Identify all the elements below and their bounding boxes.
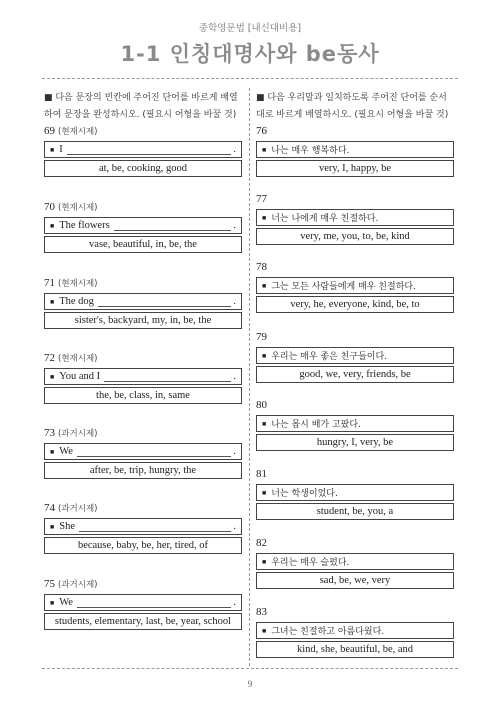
answer-blank[interactable] bbox=[67, 145, 232, 155]
word-bank: at, be, cooking, good bbox=[44, 160, 242, 177]
question-78 bbox=[256, 260, 454, 313]
tense-label: (현재시제) bbox=[58, 354, 98, 364]
answer-sentence[interactable]: ■ We . bbox=[44, 443, 242, 460]
korean-prompt bbox=[256, 553, 454, 570]
question-number: 80 bbox=[256, 399, 267, 411]
question-number: 82 bbox=[256, 537, 267, 549]
answer-blank[interactable] bbox=[114, 221, 232, 231]
square-bullet-icon: ■ bbox=[262, 557, 267, 566]
answer-sentence[interactable]: ■ She . bbox=[44, 518, 242, 535]
korean-prompt bbox=[256, 622, 454, 639]
square-bullet-icon: ■ bbox=[50, 598, 55, 607]
answer-blank[interactable] bbox=[104, 372, 231, 382]
question-71 bbox=[44, 276, 242, 329]
word-bank: the, be, class, in, same bbox=[44, 387, 242, 404]
word-bank: because, baby, be, her, tired, of bbox=[44, 537, 242, 554]
question-number: 83 bbox=[256, 606, 267, 618]
korean-sentence: 나는 매우 행복하다. bbox=[271, 146, 350, 156]
question-69 bbox=[44, 124, 242, 177]
square-bullet-icon: ■ bbox=[262, 351, 267, 360]
korean-sentence: 그녀는 친절하고 아름다웠다. bbox=[271, 627, 385, 637]
question-number: 73 bbox=[44, 427, 55, 439]
korean-prompt bbox=[256, 484, 454, 501]
answer-sentence[interactable]: ■ I . bbox=[44, 141, 242, 158]
korean-prompt bbox=[256, 415, 454, 432]
square-bullet-icon: ■ bbox=[50, 522, 55, 531]
answer-blank[interactable] bbox=[98, 297, 231, 307]
word-bank: sister's, backyard, my, in, be, the bbox=[44, 312, 242, 329]
question-77 bbox=[256, 192, 454, 245]
square-bullet-icon: ■ bbox=[262, 145, 267, 154]
question-76 bbox=[256, 124, 454, 177]
korean-sentence: 그는 모든 사람들에게 매우 친절하다. bbox=[271, 282, 416, 292]
tense-label: (과거시제) bbox=[58, 429, 98, 439]
sentence-lead: The dog bbox=[59, 296, 94, 307]
korean-sentence: 나는 몹시 배가 고팠다. bbox=[271, 420, 361, 430]
square-bullet-icon: ■ bbox=[50, 447, 55, 456]
question-number: 75 bbox=[44, 578, 55, 590]
word-bank: vase, beautiful, in, be, the bbox=[44, 236, 242, 253]
korean-prompt bbox=[256, 277, 454, 294]
question-number: 70 bbox=[44, 201, 55, 213]
book-subtitle: 중학영문법 [내신대비용] bbox=[198, 23, 302, 34]
left-instruction: ■ 다음 문장의 빈칸에 주어진 단어를 바르게 배열하여 문장을 완성하시오. (필요시 어형을 바꿀 것) bbox=[44, 93, 238, 120]
word-bank: hungry, I, very, be bbox=[256, 434, 454, 451]
question-80 bbox=[256, 398, 454, 451]
question-82 bbox=[256, 536, 454, 589]
right-column bbox=[256, 90, 454, 670]
answer-sentence[interactable]: ■ The dog . bbox=[44, 293, 242, 310]
column-divider bbox=[249, 88, 250, 666]
square-bullet-icon: ■ bbox=[262, 213, 267, 222]
question-number: 79 bbox=[256, 331, 267, 343]
question-number: 71 bbox=[44, 277, 55, 289]
answer-blank[interactable] bbox=[77, 598, 231, 608]
tense-label: (과거시제) bbox=[58, 580, 98, 590]
tense-label: (현재시제) bbox=[58, 127, 98, 137]
korean-sentence: 너는 학생이었다. bbox=[271, 489, 338, 499]
square-bullet-icon: ■ bbox=[50, 221, 55, 230]
square-bullet-icon: ■ bbox=[262, 419, 267, 428]
question-83 bbox=[256, 605, 454, 658]
question-number: 69 bbox=[44, 125, 55, 137]
question-70 bbox=[44, 200, 242, 253]
word-bank: kind, she, beautiful, be, and bbox=[256, 641, 454, 658]
square-bullet-icon: ■ bbox=[262, 488, 267, 497]
square-bullet-icon: ■ bbox=[50, 372, 55, 381]
square-bullet-icon: ■ bbox=[50, 297, 55, 306]
korean-sentence: 우리는 매우 좋은 친구들이다. bbox=[271, 352, 388, 362]
word-bank: after, be, trip, hungry, the bbox=[44, 462, 242, 479]
tense-label: (과거시제) bbox=[58, 504, 98, 514]
question-number: 74 bbox=[44, 502, 55, 514]
page-number: 9 bbox=[247, 679, 253, 689]
question-number: 77 bbox=[256, 193, 267, 205]
sentence-lead: We bbox=[59, 446, 73, 457]
answer-sentence[interactable]: ■ The flowers . bbox=[44, 217, 242, 234]
korean-sentence: 우리는 매우 슬펐다. bbox=[271, 558, 350, 568]
word-bank: sad, be, we, very bbox=[256, 572, 454, 589]
answer-sentence[interactable]: ■ We . bbox=[44, 594, 242, 611]
korean-sentence: 너는 나에게 매우 친절하다. bbox=[271, 214, 379, 224]
sentence-lead: The flowers bbox=[59, 220, 110, 231]
top-divider bbox=[42, 78, 458, 79]
question-72 bbox=[44, 351, 242, 404]
answer-blank[interactable] bbox=[79, 522, 231, 532]
question-79 bbox=[256, 330, 454, 383]
page-title: 1-1 인칭대명사와 be동사 bbox=[120, 42, 380, 66]
question-81 bbox=[256, 467, 454, 520]
sentence-lead: I bbox=[59, 144, 63, 155]
question-74 bbox=[44, 501, 242, 554]
word-bank: student, be, you, a bbox=[256, 503, 454, 520]
square-bullet-icon: ■ bbox=[262, 281, 267, 290]
sentence-lead: You and I bbox=[59, 371, 101, 382]
korean-prompt bbox=[256, 141, 454, 158]
korean-prompt bbox=[256, 347, 454, 364]
tense-label: (현재시제) bbox=[58, 203, 98, 213]
question-number: 81 bbox=[256, 468, 267, 480]
square-bullet-icon: ■ bbox=[262, 626, 267, 635]
word-bank: good, we, very, friends, be bbox=[256, 366, 454, 383]
word-bank: very, I, happy, be bbox=[256, 160, 454, 177]
left-column bbox=[44, 90, 242, 670]
answer-blank[interactable] bbox=[77, 447, 231, 457]
question-75 bbox=[44, 577, 242, 630]
right-instruction: ■ 다음 우리말과 일치하도록 주어진 단어를 순서대로 바르게 배열하시오. (필요시 어형을 바꿀 것) bbox=[256, 93, 449, 120]
tense-label: (현재시제) bbox=[58, 279, 98, 289]
question-73 bbox=[44, 426, 242, 479]
sentence-lead: We bbox=[59, 597, 73, 608]
question-number: 72 bbox=[44, 352, 55, 364]
word-bank: very, me, you, to, be, kind bbox=[256, 228, 454, 245]
square-bullet-icon: ■ bbox=[50, 145, 55, 154]
answer-sentence[interactable]: ■ You and I . bbox=[44, 368, 242, 385]
sentence-lead: She bbox=[59, 521, 75, 532]
word-bank: very, he, everyone, kind, be, to bbox=[256, 296, 454, 313]
question-number: 78 bbox=[256, 261, 267, 273]
question-number: 76 bbox=[256, 125, 267, 137]
korean-prompt bbox=[256, 209, 454, 226]
word-bank: students, elementary, last, be, year, school bbox=[44, 613, 242, 630]
